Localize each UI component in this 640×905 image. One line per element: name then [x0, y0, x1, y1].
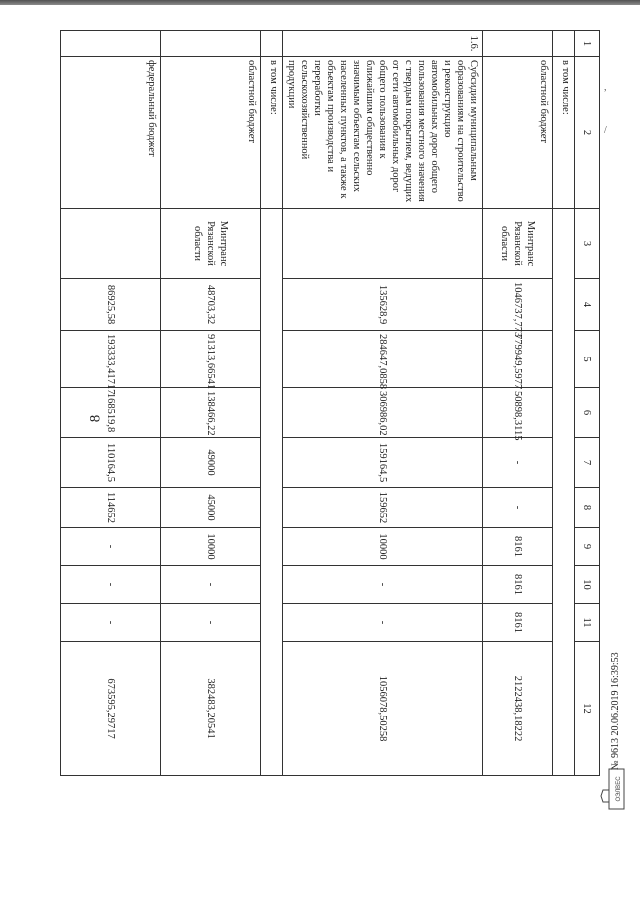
- budget-table: [60, 30, 600, 776]
- value-cell: 45000: [161, 488, 261, 528]
- value-cell: 159652: [283, 488, 483, 528]
- value-cell: 8161: [483, 528, 553, 566]
- value-cell: 193333,41717: [61, 331, 161, 388]
- row-description: областной бюджет: [483, 57, 553, 209]
- value-cell: -: [161, 604, 261, 642]
- value-cell: 138466,22: [161, 388, 261, 438]
- value-cell: 159164,5: [283, 438, 483, 488]
- value-cell: 779949,5977: [483, 331, 553, 388]
- empty-span: [553, 209, 575, 776]
- value-cell: 284647,0858: [283, 331, 483, 388]
- row-number: [61, 31, 161, 57]
- header-cell: 7: [575, 438, 600, 488]
- table-row: [483, 31, 553, 776]
- row-number: [261, 31, 283, 57]
- value-cell: 10000: [161, 528, 261, 566]
- value-cell: 168519,8: [61, 388, 161, 438]
- executor: [283, 209, 483, 279]
- scan-mark: /: [604, 125, 607, 136]
- row-number: [553, 31, 575, 57]
- header-cell: 10: [575, 566, 600, 604]
- row-description: в том числе:: [261, 57, 283, 209]
- executor: Минтранс Рязанской области: [483, 209, 553, 279]
- header-cell: 3: [575, 209, 600, 279]
- table-row: [161, 31, 261, 776]
- header-cell: 8: [575, 488, 600, 528]
- value-cell: -: [283, 566, 483, 604]
- rotated-table-wrapper: [85, 30, 600, 775]
- registry-stamp-icon: [600, 768, 626, 810]
- value-cell: -: [483, 488, 553, 528]
- value-cell: -: [283, 604, 483, 642]
- value-cell: 49000: [161, 438, 261, 488]
- table-row: [553, 31, 575, 776]
- value-cell: 91313,66541: [161, 331, 261, 388]
- value-cell: 8161: [483, 566, 553, 604]
- value-cell: 8161: [483, 604, 553, 642]
- table-row: [283, 31, 483, 776]
- row-description: Субсидии муниципальным образованиям на строительство и реконструкцию автомобильных дорог общего пользования местного значения с твердым покрытием, ведущих от сети автомобильных дорог общего пользования к ближайшим общественно значимым объектам сельских населенных пунктов, а также к объектам производства и переработки сельскохозяйственной продукции: [283, 57, 483, 209]
- table-row: [61, 31, 161, 776]
- value-cell: 50898,3115: [483, 388, 553, 438]
- value-cell: -: [161, 566, 261, 604]
- header-cell: 5: [575, 331, 600, 388]
- page-number: 8: [87, 414, 104, 423]
- value-cell: 10000: [283, 528, 483, 566]
- total-cell: 1056078,50258: [283, 642, 483, 776]
- header-cell: 6: [575, 388, 600, 438]
- value-cell: -: [61, 528, 161, 566]
- row-description: в том числе:: [553, 57, 575, 209]
- value-cell: 135628,9: [283, 279, 483, 331]
- value-cell: 110164,5: [61, 438, 161, 488]
- header-cell: 11: [575, 604, 600, 642]
- value-cell: -: [61, 566, 161, 604]
- executor: [61, 209, 161, 279]
- empty-span: [261, 209, 283, 776]
- value-cell: 48703,32: [161, 279, 261, 331]
- table-row: [261, 31, 283, 776]
- registration-footer: № 9613 20.06.2019 16:39:53: [610, 652, 621, 770]
- row-number: 1.6.: [283, 31, 483, 57]
- scan-edge: [0, 0, 640, 5]
- value-cell: 114652: [61, 488, 161, 528]
- row-number: [161, 31, 261, 57]
- header-cell: 9: [575, 528, 600, 566]
- row-description: федеральный бюджет: [61, 57, 161, 209]
- total-cell: 382483,20541: [161, 642, 261, 776]
- row-number: [483, 31, 553, 57]
- row-description: областной бюджет: [161, 57, 261, 209]
- executor: Минтранс Рязанской области: [161, 209, 261, 279]
- header-cell: 2: [575, 57, 600, 209]
- value-cell: 86925,58: [61, 279, 161, 331]
- stamp-text: ОЭЛВЕС: [616, 776, 622, 802]
- value-cell: 306986,02: [283, 388, 483, 438]
- header-cell: 12: [575, 642, 600, 776]
- header-cell: 4: [575, 279, 600, 331]
- total-cell: 673595,29717: [61, 642, 161, 776]
- value-cell: -: [61, 604, 161, 642]
- header-cell: 1: [575, 31, 600, 57]
- table-header-row: [575, 31, 600, 776]
- scan-mark: ,: [604, 82, 607, 93]
- value-cell: 1046737,773: [483, 279, 553, 331]
- total-cell: 2122438,18222: [483, 642, 553, 776]
- value-cell: -: [483, 438, 553, 488]
